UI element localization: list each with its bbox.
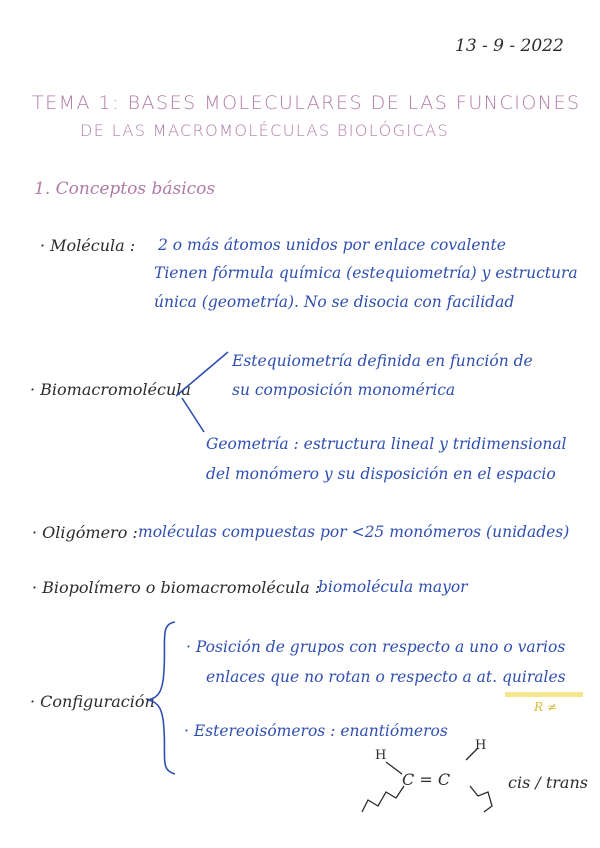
- wavy-bond-right: [470, 786, 492, 812]
- oligomero-def: moléculas compuestas por <25 monómeros (unidades): [138, 523, 570, 541]
- configuration-brace: [148, 622, 175, 774]
- term-molecula: · Molécula :: [40, 236, 136, 255]
- branch-line-upper: [176, 352, 228, 396]
- date: 13 - 9 - 2022: [455, 36, 564, 56]
- bond-h-left: [386, 762, 402, 774]
- biomacro-a-line-1: Estequiometría definida en función de: [232, 352, 533, 370]
- cis-trans-label: cis / trans: [508, 773, 588, 792]
- term-biomacromolecula: · Biomacromolécula: [30, 380, 191, 399]
- biopolimero-def: biomolécula mayor: [318, 578, 468, 596]
- biomacro-a-line-2: su composición monomérica: [232, 381, 456, 399]
- configuracion-a-line-2: enlaces que no rotan o respecto a at. quirales: [206, 668, 566, 686]
- term-configuracion: · Configuración: [30, 692, 155, 711]
- wavy-bond-left: [362, 786, 404, 812]
- hydrogen-label-right: H: [475, 738, 487, 753]
- biomacro-b-line-2: del monómero y su disposición en el espacio: [206, 465, 556, 483]
- branch-line-lower: [182, 398, 204, 432]
- section-heading: 1. Conceptos básicos: [34, 179, 216, 199]
- biomacro-b-line-1: Geometría : estructura lineal y tridimensional: [206, 435, 567, 453]
- page-title-line-2: DE LAS MACROMOLÉCULAS BIOLÓGICAS: [80, 121, 450, 140]
- quiral-note: R ≠: [534, 700, 557, 714]
- configuracion-a-line-1: · Posición de grupos con respecto a uno o varios: [186, 638, 566, 656]
- molecula-def-line-3: única (geometría). No se disocia con facilidad: [154, 293, 515, 311]
- term-biopolimero: · Biopolímero o biomacromolécula :: [32, 578, 321, 597]
- bond-h-right: [466, 748, 478, 760]
- hydrogen-label-left: H: [375, 748, 387, 763]
- double-bond-formula: C = C: [402, 770, 451, 789]
- configuracion-b: · Estereoisómeros : enantiómeros: [184, 722, 448, 740]
- page-title-line-1: TEMA 1: BASES MOLECULARES DE LAS FUNCIONES: [32, 92, 581, 114]
- term-oligomero: · Oligómero :: [32, 523, 138, 542]
- molecula-def-line-1: 2 o más átomos unidos por enlace covalente: [158, 236, 506, 254]
- molecula-def-line-2: Tienen fórmula química (estequiometría) y estructura: [154, 264, 578, 282]
